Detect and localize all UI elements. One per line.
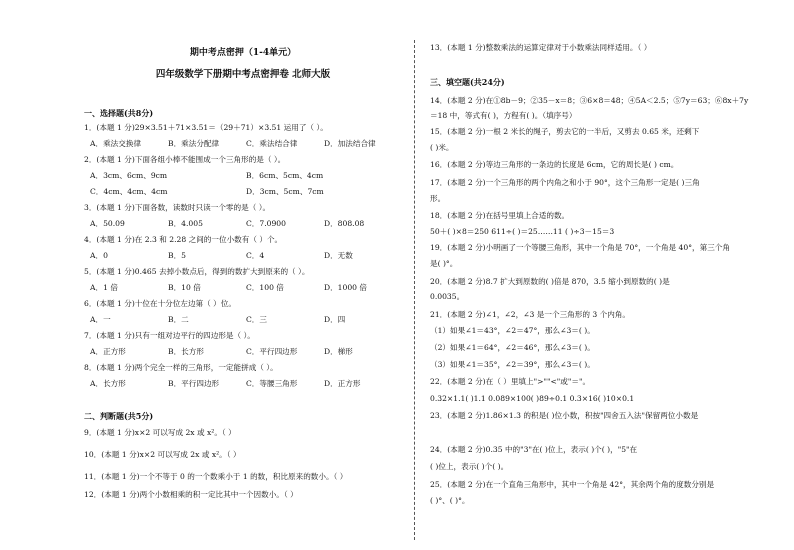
question-9: 9．(本题 1 分)x×2 可以写成 2x 或 x²。（ ）	[84, 428, 236, 437]
question-19-line2: 是( )°。	[430, 259, 458, 268]
q8-option-d: D．正方形	[324, 379, 361, 388]
question-14-line1: 14．(本题 2 分)在①8b－9；②35－x＝8；③6×8＝48；④5A＜2.5；⑤7y＝63；⑥8x＋7y	[430, 96, 749, 105]
q5-option-b: B．10 倍	[168, 283, 201, 292]
question-24-line1: 24．(本题 2 分)0.35 中的"3"在( )位上，表示( )个( )，"5"在	[430, 445, 638, 454]
question-25-line1: 25．(本题 2 分)在一个直角三角形中，其中一个角是 42°，其余两个角的度数分别是	[430, 480, 715, 489]
q4-option-d: D．无数	[324, 251, 353, 260]
question-11: 11．(本题 1 分)一个不等于 0 的一个数乘小于 1 的数，积比原来的数小。（ ）	[84, 472, 348, 481]
question-21-stem: 21．(本题 2 分)∠1，∠2，∠3 是一个三角形的 3 个内角。	[430, 310, 630, 319]
q8-option-a: A．长方形	[90, 379, 126, 388]
question-13: 13．(本题 1 分)整数乘法的运算定律对于小数乘法同样适用。（ ）	[430, 43, 652, 52]
q6-option-c: C．三	[246, 315, 267, 324]
question-8: 8．(本题 1 分)两个完全一样的三角形，一定能拼成（ ）。	[84, 363, 278, 372]
q6-option-a: A．一	[90, 315, 111, 324]
question-18-line2: 50＋( )×8＝250 611÷( )＝25……11 ( )÷3－15＝3	[430, 227, 615, 236]
question-4: 4．(本题 1 分)在 2.3 和 2.28 之间的一位小数有（ ）个。	[84, 235, 283, 244]
question-25-line2: ( )°、( )°。	[430, 496, 470, 505]
q4-option-b: B．5	[168, 251, 187, 260]
question-18-line1: 18．(本题 2 分)在括号里填上合适的数。	[430, 211, 570, 220]
q2-option-a: A．3cm、6cm、9cm	[90, 171, 168, 180]
question-20-line1: 20．(本题 2 分)8.7 扩大到原数的( )倍是 870，3.5 缩小到原数的( )是	[430, 277, 670, 286]
section-heading-fill: 三、填空题(共24分)	[430, 77, 505, 87]
q4-option-a: A．0	[90, 251, 108, 260]
question-15-line1: 15．(本题 2 分)一根 2 米长的绳子，剪去它的一半后，又剪去 0.65 米，还剩下	[430, 127, 700, 136]
q3-option-b: B．4.005	[168, 219, 203, 228]
left-column	[84, 0, 402, 550]
q7-option-a: A．正方形	[90, 347, 126, 356]
question-17-line1: 17．(本题 2 分)一个三角形的两个内角之和小于 90°，这个三角形一定是( )三角	[430, 178, 700, 187]
section-heading-judge: 二、判断题(共5分)	[84, 411, 154, 421]
right-column	[430, 0, 770, 550]
question-21-part1: （1）如果∠1＝43°，∠2＝47°，那么∠3＝( )。	[430, 326, 595, 335]
q2-option-b: B．6cm、5cm、4cm	[246, 171, 324, 180]
q4-option-c: C．4	[246, 251, 265, 260]
q1-option-c: C．乘法结合律	[246, 139, 298, 148]
question-23: 23．(本题 2 分)1.86×1.3 的积是( )位小数，积按"四舍五入法"保留两位小数是	[430, 411, 699, 420]
q3-option-c: C．7.0900	[246, 219, 286, 228]
section-heading-choice: 一、选择题(共8分)	[84, 108, 154, 118]
question-6: 6．(本题 1 分)十位在十分位左边第（ ）位。	[84, 299, 236, 308]
question-21-part2: （2）如果∠1＝64°，∠2＝46°，那么∠3＝( )。	[430, 343, 595, 352]
q7-option-b: B．长方形	[168, 347, 204, 356]
question-3: 3．(本题 1 分)下面各数，读数时只读一个零的是（ ）。	[84, 203, 271, 212]
q5-option-a: A．1 倍	[90, 283, 118, 292]
q5-option-d: D．1000 倍	[324, 283, 368, 292]
question-10: 10．(本题 1 分)x×2 可以写成 2x 或 x²。（ ）	[84, 450, 241, 459]
q8-option-b: B．平行四边形	[168, 379, 220, 388]
q3-option-a: A．50.09	[90, 219, 125, 228]
q8-option-c: C．等腰三角形	[246, 379, 298, 388]
question-1: 1．(本题 1 分)29×3.51＋71×3.51＝（29＋71）×3.51 运用了（ ）。	[84, 123, 328, 132]
q7-option-c: C．平行四边形	[246, 347, 298, 356]
question-22-line1: 22．(本题 2 分)在（ ）里填上">""<"或"＝"。	[430, 377, 591, 386]
question-19-line1: 19．(本题 2 分)小明画了一个等腰三角形，其中一个角是 70°，一个角是 40°，第三个角	[430, 243, 730, 252]
q1-option-d: D．加法结合律	[324, 139, 376, 148]
question-21-part3: （3）如果∠1＝35°，∠2＝39°，那么∠3＝( )。	[430, 360, 595, 369]
question-2: 2．(本题 1 分)下面各组小棒不能围成一个三角形的是（ ）。	[84, 155, 286, 164]
page-title: 期中考点密押（1-4单元）	[189, 48, 297, 58]
q3-option-d: D．808.08	[324, 219, 365, 228]
q1-option-b: B．乘法分配律	[168, 139, 220, 148]
q2-option-c: C．4cm、4cm、4cm	[90, 187, 168, 196]
question-15-line2: ( )米。	[430, 143, 454, 152]
question-22-line2: 0.32×1.1( )1.1 0.089×100( )89÷0.1 0.3×16( )10×0.1	[430, 394, 635, 403]
question-7: 7．(本题 1 分)只有一组对边平行的四边形是（ ）。	[84, 331, 255, 340]
question-17-line2: 形。	[430, 194, 446, 203]
column-divider	[414, 40, 415, 540]
question-12: 12．(本题 1 分)两个小数相乘的积一定比其中一个因数小。（ ）	[84, 490, 298, 499]
question-24-line2: ( )位上，表示( )个( )。	[430, 462, 509, 471]
question-14-line2: ＝18 中，等式有( )，方程有( )。（填序号）	[430, 111, 577, 120]
q1-option-a: A．乘法交换律	[90, 139, 142, 148]
q7-option-d: D．梯形	[324, 347, 353, 356]
question-5: 5．(本题 1 分)0.465 去掉小数点后，得到的数扩大到原来的（ ）。	[84, 267, 310, 276]
q5-option-c: C．100 倍	[246, 283, 284, 292]
q6-option-b: B．二	[168, 315, 189, 324]
q2-option-d: D．3cm、5cm、7cm	[246, 187, 324, 196]
question-20-line2: 0.0035。	[430, 292, 465, 301]
page-subtitle: 四年级数学下册期中考点密押卷 北师大版	[155, 69, 331, 80]
question-16: 16．(本题 2 分)等边三角形的一条边的长度是 6cm，它的周长是( ) cm。	[430, 160, 679, 169]
q6-option-d: D．四	[324, 315, 346, 324]
